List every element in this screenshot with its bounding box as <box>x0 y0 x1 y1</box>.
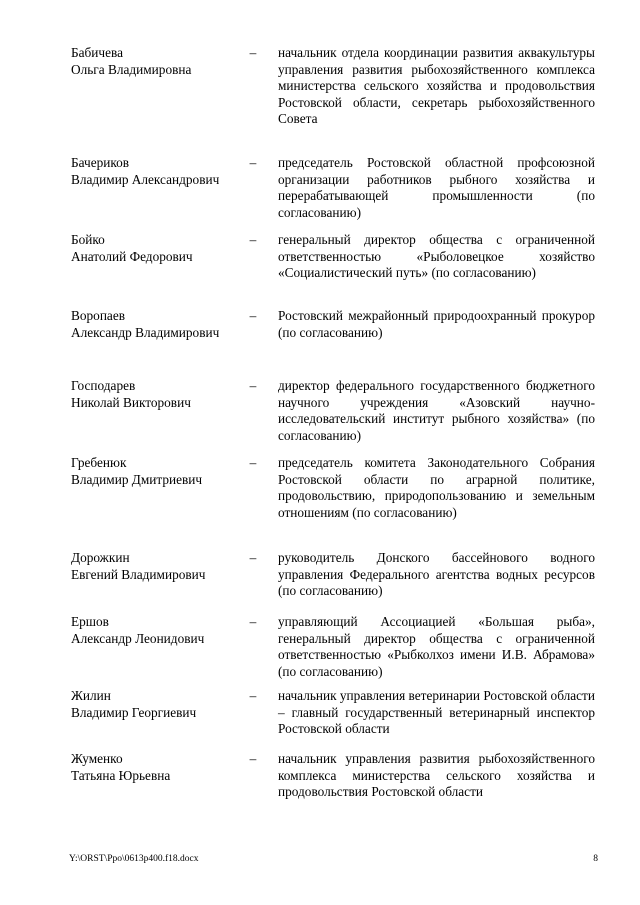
separator-dash: – <box>249 155 257 170</box>
member-position: руководитель Донского бассейнового водного управления Федерального агентства водных ресурсов (по согласованию) <box>278 550 595 598</box>
member-surname: Дорожкин <box>71 550 130 565</box>
member-position: председатель Ростовской областной профсоюзной организации работников рыбного хозяйства и перерабатывающей промышленности (по согласованию) <box>278 155 595 220</box>
separator-dash: – <box>249 614 257 629</box>
member-name <box>71 308 251 341</box>
member-surname: Жуменко <box>71 751 123 766</box>
member-surname: Воропаев <box>71 308 126 323</box>
member-position: начальник управления развития рыбохозяйственного комплекса министерства сельского хозяйства и продовольствия Ростовской области <box>278 751 595 799</box>
member-surname: Жилин <box>71 688 111 703</box>
member-name <box>71 45 251 78</box>
separator-dash: – <box>249 455 257 470</box>
member-surname: Бабичева <box>71 45 124 60</box>
member-name <box>71 378 251 411</box>
member-name <box>71 688 251 721</box>
member-given-name: Александр Леонидович <box>71 630 205 646</box>
member-given-name: Анатолий Федорович <box>71 248 193 264</box>
member-given-name: Татьяна Юрьевна <box>71 767 171 783</box>
separator-dash: – <box>249 232 257 247</box>
separator-dash: – <box>249 378 257 393</box>
member-name <box>71 455 251 488</box>
member-given-name: Александр Владимирович <box>71 324 220 340</box>
member-name <box>71 550 251 583</box>
member-given-name: Владимир Дмитриевич <box>71 471 203 487</box>
member-position: Ростовский межрайонный природоохранный прокурор (по согласованию) <box>278 308 595 340</box>
member-position: директор федерального государственного бюджетного научного учреждения «Азовский научно-исследовательский институт рыбного хозяйства» (по согласованию) <box>278 378 595 443</box>
footer-file-path: Y:\ORST\Ppo\0613p400.f18.docx <box>69 854 199 864</box>
member-surname: Ершов <box>71 614 109 629</box>
separator-dash: – <box>249 688 257 703</box>
member-position: начальник управления ветеринарии Ростовской области – главный государственный ветеринарный инспектор Ростовской области <box>278 688 595 736</box>
member-surname: Господарев <box>71 378 136 393</box>
member-position: начальник отдела координации развития аквакультуры управления развития рыбохозяйственного комплекса министерства сельского хозяйства и продовольствия Ростовской области, секретарь рыбохозяйственного Совета <box>278 45 595 126</box>
separator-dash: – <box>249 550 257 565</box>
member-given-name: Николай Викторович <box>71 394 191 410</box>
member-name <box>71 614 251 647</box>
member-position: генеральный директор общества с ограниченной ответственностью «Рыболовецкое хозяйство «Социалистический путь» (по согласованию) <box>278 232 595 280</box>
member-position: председатель комитета Законодательного Собрания Ростовской области по аграрной политике, продовольствию, природопользованию и земельным отношениям (по согласованию) <box>278 455 595 520</box>
member-name <box>71 751 251 784</box>
page-number: 8 <box>593 854 598 864</box>
member-name <box>71 155 251 188</box>
member-surname: Бачериков <box>71 155 130 170</box>
member-surname: Бойко <box>71 232 105 247</box>
member-given-name: Владимир Александрович <box>71 171 220 187</box>
member-surname: Гребенюк <box>71 455 127 470</box>
member-given-name: Ольга Владимировна <box>71 61 192 77</box>
member-name <box>71 232 251 265</box>
member-position: управляющий Ассоциацией «Большая рыба», генеральный директор общества с ограниченной ответственностью «Рыбколхоз имени И.В. Абрамова» (по согласованию) <box>278 614 595 679</box>
member-given-name: Евгений Владимирович <box>71 566 206 582</box>
separator-dash: – <box>249 751 257 766</box>
separator-dash: – <box>249 308 257 323</box>
separator-dash: – <box>249 45 257 60</box>
member-given-name: Владимир Георгиевич <box>71 704 197 720</box>
